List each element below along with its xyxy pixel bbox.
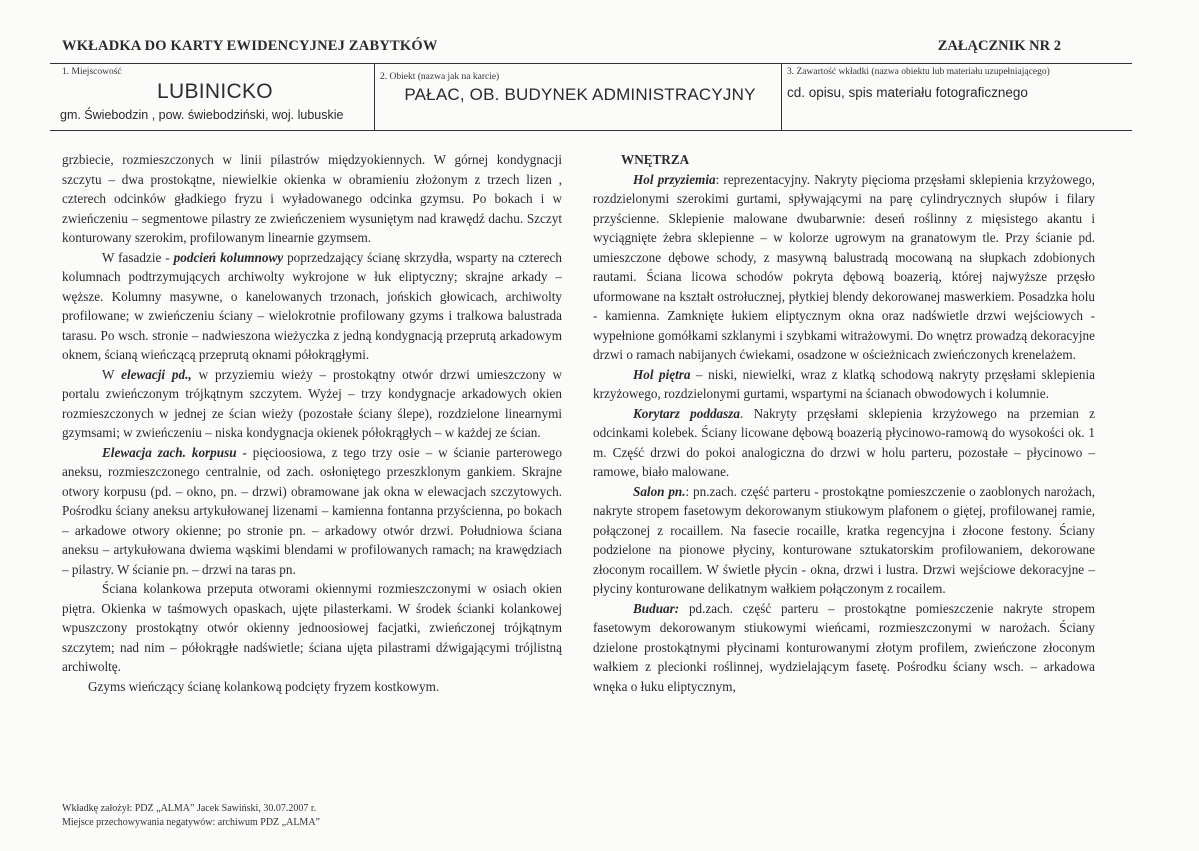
place-label: 1. Miejscowość	[62, 67, 122, 77]
emphasis: Korytarz poddasza	[633, 405, 741, 421]
footer-author: Wkładkę założył: PDZ „ALMA” Jacek Sawiński, 30.07.2007 r.	[62, 803, 317, 814]
emphasis: Hol przyziemia	[633, 171, 716, 187]
paragraph: W fasadzie - podcień kolumnowy poprzedzający ścianę skrzydła, wsparty na czterech kolumnach podtrzymujących archiwolty wykrojone w łuk eliptyczny; skrajne arkady – węższe. Kolumny masywne, o kanelowanych trzonach, jońskich głowicach, archiwolty profilowane; w zwieńczeniu ściany – wielokrotnie profilowany gzyms i tralkowa balustrada tarasu. Po wsch. stronie – nadwieszona wieżyczka z jedną kondygnacją przeprutą arkadowym oknem, ścianą wieńczącą przeprutą oknami półokrągłymi.	[62, 249, 563, 362]
paragraph: Gzyms wieńczący ścianę kolankową podcięty fryzem kostkowym.	[88, 678, 440, 694]
field-divider-1	[374, 63, 375, 130]
left-column	[62, 150, 562, 696]
emphasis: Hol piętra	[633, 366, 691, 382]
paragraph: Hol przyziemia: reprezentacyjny. Nakryty pięcioma przęsłami sklepienia krzyżowego, rozdzielonymi szerokimi gurtami, spływającymi na parę cylindrycznych słupów i filary przyścienne. Sklepienie malowane dwubarwnie: deseń roślinny z mięsistego akantu i wyciągnięte żebra sklepienne – w kolorze ugrowym na granatowym tle. Przy ścianie pd. umieszczone dębowe schody, z masywną balustradą mocowaną na słupkach zdobionych rautami. Ściana licowa schodów pokryta dębową boazerią, której najwyższe przęsło uformowane na kształt ostrołucznej, płytkiej blendy dekorowanej maswerkiem. Posadzka holu - kamienna. Zamknięte łukiem eliptycznym okna oraz nadświetle drzwi wejściowych - wypełnione gomółkami szklanymi i szybkami witrażowymi. Do wnętrz prowadzą dekoracyjne drzwi o ramach nabijanych ćwiekami, osadzone w ościeżnicach zwieńczonych krenelażem.	[593, 171, 1095, 362]
paragraph: Buduar: pd.zach. część parteru – prostokątne pomieszczenie nakryte stropem fasetowym dekorowanym stiukowymi wieńcami, rozmieszczonymi w narożach. Ściany dzielone prostokątnymi płycinami konturowanymi złotym profilem, zwieńczone złoconym wałkiem z plecionki roślinnej, wydzielającym fasetę. Pośrodku ściany wsch. – arkadowa wnęka o łuku eliptycznym,	[593, 600, 1095, 694]
paragraph: Korytarz poddasza. Nakryty przęsłami sklepienia krzyżowego na przemian z odcinkami kolebek. Ściany licowane dębową boazerią płycinowo-ramową do wysokości ok. 1 m. Część drzwi do pokoi analogiczna do drzwi w holu parteru, pozostałe – płycinowo – ramowe, biało malowane.	[593, 405, 1095, 479]
right-column	[593, 150, 1095, 696]
paragraph: W elewacji pd., w przyziemiu wieży – prostokątny otwór drzwi umieszczony w portalu zwieńczonym trójkątnym szczytem. Wyżej – trzy kondygnacje arkadowych okien rozmieszczonych w jednej ze ścian wieży (pozostałe ściany ślepe), rozdzielone linearnymi gzymsami; w zwieńczeniu – niska kondygnacja okienek półokrągłych – w każdej ze ścian.	[62, 366, 562, 440]
emphasis: Buduar:	[633, 600, 680, 616]
paragraph: Salon pn.: pn.zach. część parteru - prostokątne pomieszczenie o zaoblonych narożach, nakryte stropem fasetowym dekorowanym stiukowym plafonem o giętej, profilowanej ramie, połączonej z rocaillem. Na fasecie rocaille, kratka regencyjna i złocone festony. Ściany podzielone na pionowe płyciny, konturowane sztukatorskim profilowaniem, dekorowane złoconym rocaillem. W świetle płycin - okna, drzwi i lustra. Drzwi wejściowe dekoracyjne – płyciny konturowane delikatnym wałkiem połączonym z rocailem.	[593, 483, 1095, 596]
content-value: cd. opisu, spis materiału fotograficznego	[787, 85, 1028, 100]
header-rule-top	[50, 63, 1132, 64]
paragraph: Hol piętra – niski, niewielki, wraz z klatką schodową nakryty przęsłami sklepienia krzyżowego, rozdzielonymi gurtami, wspartymi na ścianach obwodowych i kolumnie.	[593, 366, 1095, 401]
annex-number: ZAŁĄCZNIK NR 2	[937, 38, 1061, 54]
emphasis: Elewacja zach. korpusu -	[102, 444, 247, 460]
place-subtitle: gm. Świebodzin , pow. świebodziński, woj. lubuskie	[60, 108, 344, 122]
object-label: 2. Obiekt (nazwa jak na karcie)	[380, 72, 500, 82]
paragraph: Ściana kolankowa przeputa otworami okiennymi rozmieszczonymi w osiach okien piętra. Okienka w taśmowych opaskach, ujęte pilasterkami. W środek ścianki kolankowej wpuszczony prostokątny otwór okienny jednoosiowej facjatki, zwieńczonej trójkątnym szczytem; nad nim – półokrągłe nadświetle; ściana ujęta pilastrami dźwigającymi trójlistną archiwoltę.	[62, 581, 562, 674]
place-value: LUBINICKO	[157, 80, 273, 103]
emphasis: elewacji pd.,	[121, 366, 192, 382]
paragraph: grzbiecie, rozmieszczonych w linii pilastrów międzyokiennych. W górnej kondygnacji szczytu – dwa prostokątne, niewielkie okienka w obramieniu złożonym z trzech lizen , czterech odcinków gładkiego fryzu i wyładowanego odcinka gzymsu. Po bokach i w zwieńczeniu – segmentowe pilastry ze zwieńczeniem wysuniętym nad krawędź dachu. Szczyt konturowany szerokim, profilowanym linearnie gzymsem.	[62, 152, 562, 245]
emphasis: Salon pn.	[633, 483, 686, 499]
field-divider-2	[781, 63, 782, 130]
object-value: PAŁAC, OB. BUDYNEK ADMINISTRACYJNY	[404, 85, 756, 104]
footer-storage: Miejsce przechowywania negatywów: archiwum PDZ „ALMA”	[62, 817, 320, 828]
emphasis: podcień kolumnowy	[173, 249, 284, 265]
header-rule-bottom	[50, 130, 1132, 131]
document-title: WKŁADKA DO KARTY EWIDENCYJNEJ ZABYTKÓW	[62, 38, 438, 54]
section-heading: WNĘTRZA	[621, 152, 690, 167]
paragraph: Elewacja zach. korpusu - pięcioosiowa, z tego trzy osie – w ścianie parterowego aneksu, rozmieszczonego centralnie, od zach. osłoniętego przeszklonym gankiem. Skrajne otwory korpusu (pd. – okno, pn. – drzwi) obramowane jak okna w elewacjach szczytowych. Pośrodku ściany aneksu artykułowanej lizenami – kamienna fontanna przyścienna, po bokach – arkadowe otwory okienne; po stronie pn. – arkadowy otwór drzwi. Południowa ściana aneksu – artykułowana dwiema wąskimi blendami w profilowanych ramach; na krawędziach – pilastry. W ścianie pn. – drzwi na taras pn.	[62, 444, 562, 577]
content-label: 3. Zawartość wkładki (nazwa obiektu lub materiału uzupełniającego)	[787, 67, 1050, 77]
